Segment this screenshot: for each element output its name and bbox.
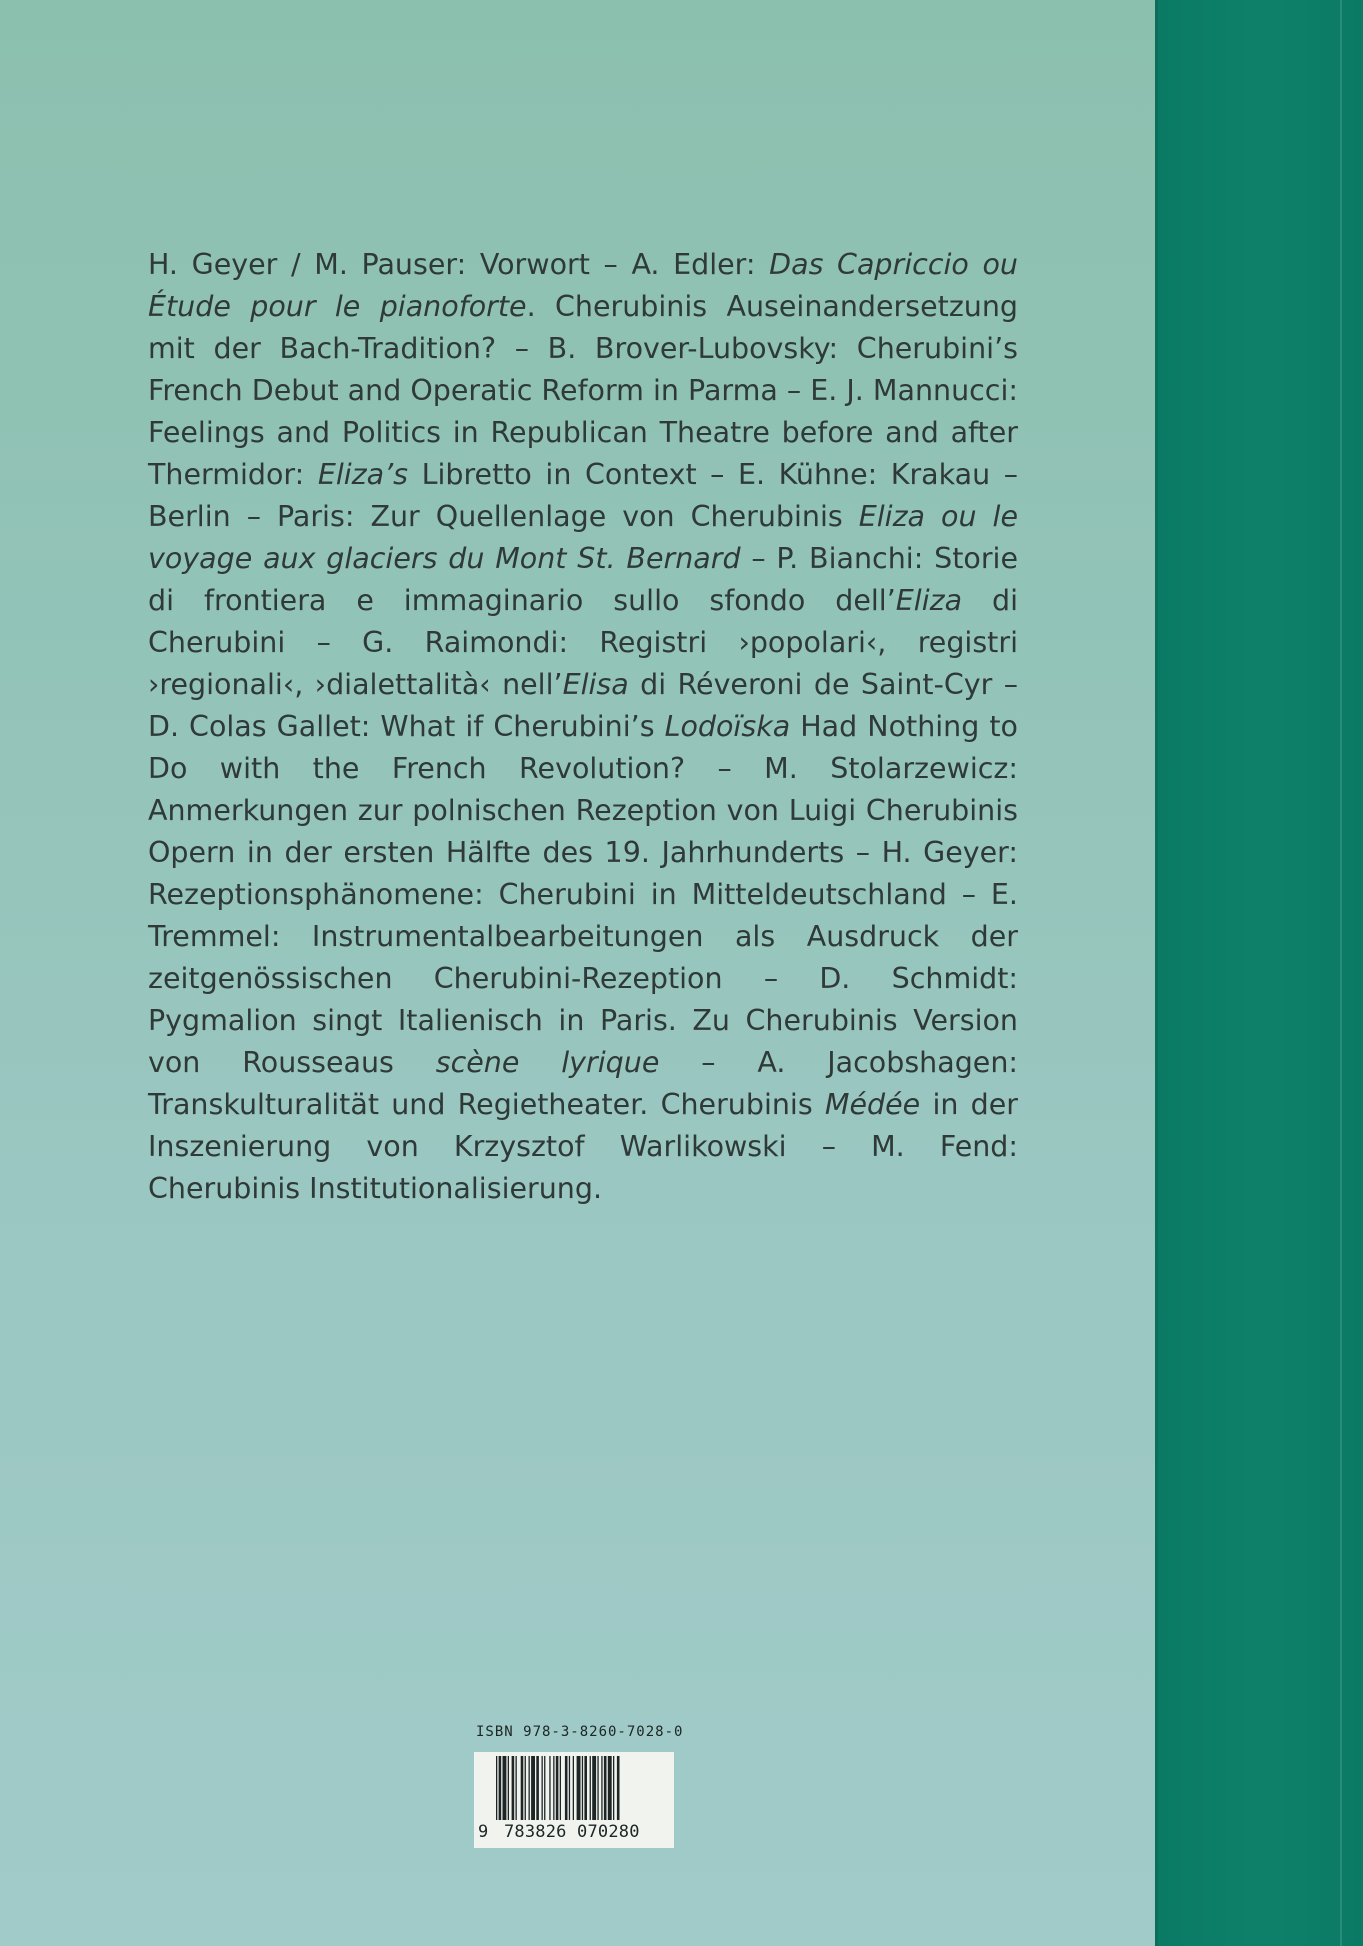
barcode-bar (553, 1756, 554, 1820)
barcode-bar (544, 1756, 545, 1820)
blurb-segment: Lodoïska (664, 710, 791, 743)
blurb-segment: Eliza (895, 584, 963, 617)
barcode-bar (569, 1756, 570, 1820)
blurb-segment: Libretto in Context – E. Kühne: Krakau – Berlin – Paris: Zur Quellenlage von Cherubinis (148, 458, 1018, 533)
barcode-bar (560, 1756, 561, 1820)
barcode-bar (597, 1756, 598, 1820)
blurb-segment: . Cherubinis Auseinandersetzung mit der Bach-Tradition? – B. Brover-Lubovsky: Cherubini’s French Debut and Operatic Reform in Parma – E. J. Mannucci: Feelings and Politics in Republican Theatre before and after Thermidor: (148, 290, 1018, 491)
barcode-bar (617, 1756, 620, 1820)
blurb-segment: Had Nothing to Do with the French Revolution? – M. Stolarzewicz: Anmerkungen zur polnischen Rezeption von Luigi Cherubinis Opern in der ersten Hälfte des 19. Jahrhunderts – H. Geyer: Rezeptionsphänomene: Cherubini in Mitteldeutschland – E. Tremmel: Instrumentalbearbeitungen als Ausdruck der zeitgenössischen Cherubini-Rezeption – D. Schmidt: Pygmalion singt Italienisch in Paris. Zu Cherubinis Version von Rousseaus (148, 710, 1018, 1079)
barcode-bar (601, 1756, 602, 1820)
barcode-bar (565, 1756, 568, 1820)
blurb-segment: Elisa (562, 668, 629, 701)
ean-digits: 783826 070280 (504, 1822, 640, 1842)
barcode-bar (556, 1756, 559, 1820)
blurb-segment: Médée (824, 1088, 921, 1121)
barcode-bar (590, 1756, 591, 1820)
barcode-bar (584, 1756, 587, 1820)
barcode-bar (516, 1756, 517, 1820)
barcode-bar (496, 1756, 497, 1820)
barcode-bar (531, 1756, 535, 1820)
barcode-bar (592, 1756, 596, 1820)
blurb-segment: Eliza ou le voyage aux glaciers du Mont St. Bernard (148, 500, 1018, 575)
isbn-label: ISBN 978-3-8260-7028-0 (476, 1724, 684, 1740)
spine-edge (1340, 0, 1342, 1946)
barcode-bar (608, 1756, 612, 1820)
blurb-segment: Das Capriccio ou Étude pour le pianoforte (148, 248, 1018, 323)
barcode-bar (521, 1756, 524, 1820)
barcode-bar (529, 1756, 530, 1820)
book-spine (1155, 0, 1363, 1946)
barcode (474, 1752, 674, 1848)
barcode-bar (536, 1756, 539, 1820)
barcode-bar (512, 1756, 515, 1820)
barcode-bar (577, 1756, 581, 1820)
barcode-bar (542, 1756, 543, 1820)
blurb-segment: H. Geyer / M. Pauser: Vorwort – A. Edler: (148, 248, 770, 281)
barcode-bar (499, 1756, 502, 1820)
barcode-bar (604, 1756, 607, 1820)
blurb-segment: – P. Bianchi: Storie di frontiera e immaginario sullo sfondo dell’ (148, 542, 1018, 617)
barcode-bar (549, 1756, 550, 1820)
contents-blurb (148, 244, 1018, 1210)
blurb-segment: Eliza’s (317, 458, 408, 491)
barcode-bar (613, 1756, 614, 1820)
barcode-bar (573, 1756, 574, 1820)
blurb-segment: in der Inszenierung von Krzysztof Warlikowski – M. Fend: Cherubinis Institutionalisierung. (148, 1088, 1018, 1205)
blurb-segment: scène lyrique (435, 1046, 660, 1079)
ean-first-digit: 9 (478, 1822, 489, 1842)
blurb-segment: – A. Jacobshagen: Transkulturalität und Regietheater. Cherubinis (148, 1046, 1018, 1121)
barcode-bar (525, 1756, 526, 1820)
barcode-bar (582, 1756, 583, 1820)
barcode-bar (503, 1756, 507, 1820)
blurb-segment: di Réveroni de Saint-Cyr – D. Colas Gallet: What if Cherubini’s (148, 668, 1018, 743)
blurb-segment: di Cherubini – G. Raimondi: Registri ›popolari‹, registri ›regionali‹, ›dialettalità‹ nell’ (148, 584, 1018, 701)
isbn-barcode-block (474, 1724, 704, 1848)
barcode-bar (508, 1756, 509, 1820)
